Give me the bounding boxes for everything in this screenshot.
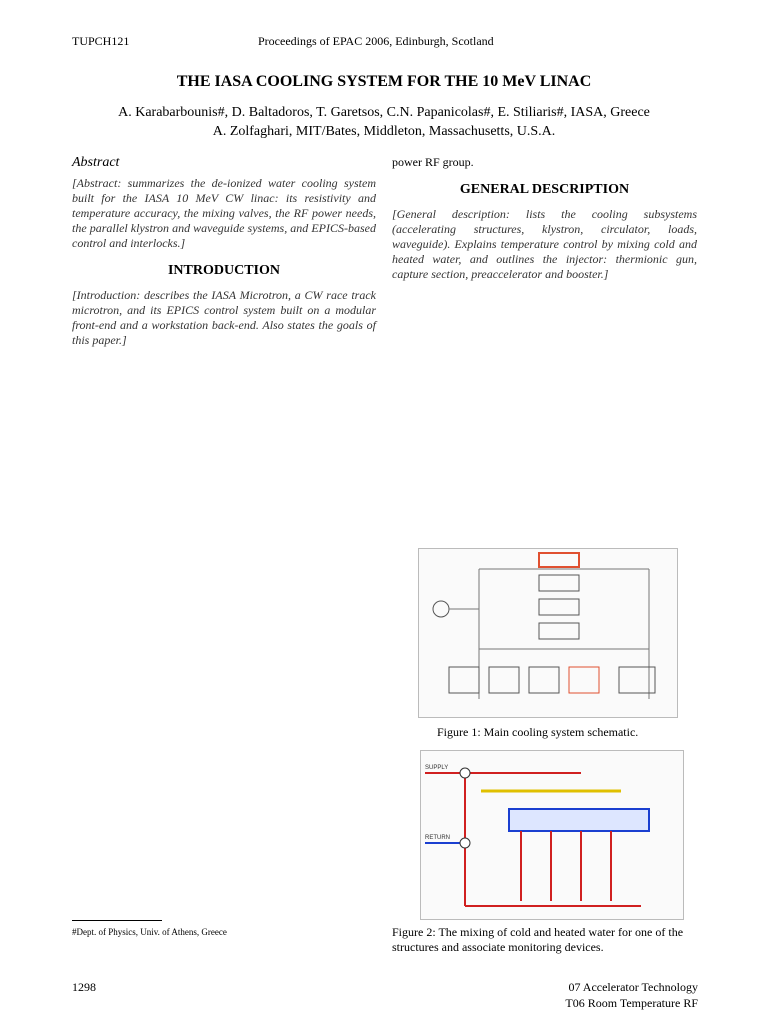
author-line-1: A. Karabarbounis#, D. Baltadoros, T. Garetsos, C.N. Papanicolas#, E. Stiliaris#, IASA, Greece (118, 105, 650, 120)
figure-2-caption: Figure 2: The mixing of cold and heated water for one of the structures and associate monitoring devices. (392, 925, 684, 954)
figure-2-diagram (421, 751, 683, 919)
footnote: #Dept. of Physics, Univ. of Athens, Greece (72, 927, 227, 937)
header-code: TUPCH121 (72, 34, 130, 48)
abstract-heading: Abstract (72, 155, 120, 170)
footer-subtrack: T06 Room Temperature RF (565, 996, 698, 1010)
figure-2-supply-label: SUPPLY (425, 765, 449, 771)
figure-1-diagram (419, 549, 677, 717)
general-description-summary: [General description: lists the cooling subsystems (accelerating structures, klystron, circulator, loads, waveguide). Explains temperature control by mixing cold and heated water, and outlines the injector: thermionic gun, capture section, preaccelerator and booster.] (392, 207, 697, 281)
page-number: 1298 (72, 980, 96, 994)
footer-track: 07 Accelerator Technology (568, 980, 698, 994)
paper-title: THE IASA COOLING SYSTEM FOR THE 10 MeV LINAC (176, 73, 592, 90)
figure-1-caption: Figure 1: Main cooling system schematic. (437, 725, 639, 739)
right-column (392, 155, 697, 288)
abstract-summary: [Abstract: summarizes the de-ionized water cooling system built for the IASA 10 MeV CW linac: its resistivity and temperature accuracy, the mixing valves, the RF power needs, the parallel klystron and waveguide systems, and EPICS-based control and interlocks.] (72, 176, 376, 250)
introduction-summary: [Introduction: describes the IASA Microtron, a CW race track microtron, and its EPICS control system built on a modular front-end and a workstation back-end. Also states the goals of this paper.] (72, 288, 376, 347)
author-line-2: A. Zolfaghari, MIT/Bates, Middleton, Massachusetts, U.S.A. (212, 124, 556, 139)
figure-2-return-label: RETURN (425, 835, 450, 841)
general-description-heading: GENERAL DESCRIPTION (459, 182, 630, 197)
introduction-heading: INTRODUCTION (167, 263, 280, 278)
left-column (72, 155, 376, 354)
figure-1-schematic (418, 548, 678, 718)
figure-2-schematic (420, 750, 684, 920)
author-block (0, 103, 768, 141)
header-proceedings: Proceedings of EPAC 2006, Edinburgh, Scotland (258, 34, 494, 48)
carryover-text: power RF group. (392, 155, 474, 169)
footnote-rule (72, 920, 162, 921)
